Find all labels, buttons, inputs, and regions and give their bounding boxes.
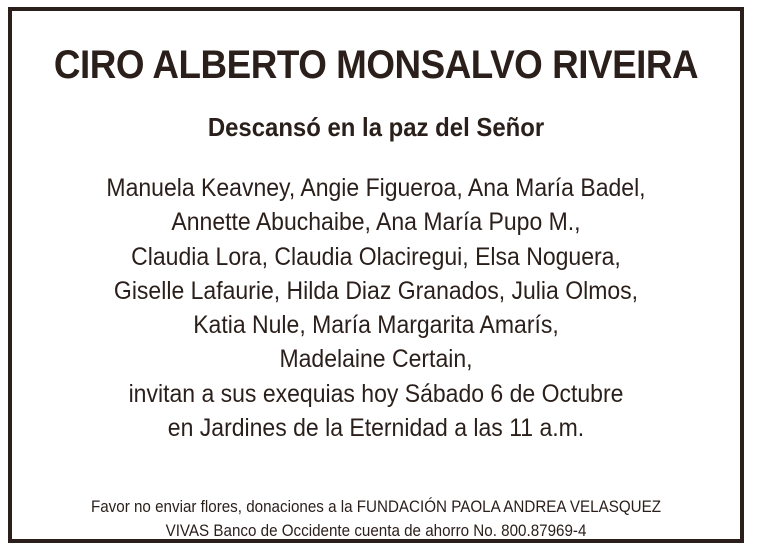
- body-line: invitan a sus exequias hoy Sábado 6 de Octubre: [128, 379, 624, 408]
- body-line: Annette Abuchaibe, Ana María Pupo M.,: [171, 208, 581, 237]
- notice-frame: [8, 7, 744, 543]
- body-line: Katia Nule, María Margarita Amarís,: [193, 311, 559, 340]
- notice-footer: [41, 495, 711, 543]
- body-line: Giselle Lafaurie, Hilda Diaz Granados, Julia Olmos,: [113, 276, 639, 305]
- body-line: Madelaine Certain,: [279, 345, 473, 374]
- body-line: Manuela Keavney, Angie Figueroa, Ana María Badel,: [106, 174, 646, 202]
- footer-line: VIVAS Banco de Occidente cuenta de ahorro No. 800.87969-4: [165, 522, 587, 540]
- notice-body: [41, 171, 711, 445]
- deceased-name: CIRO ALBERTO MONSALVO RIVEIRA: [53, 43, 699, 87]
- body-line: Claudia Lora, Claudia Olaciregui, Elsa Noguera,: [131, 242, 621, 271]
- notice-subtitle: Descansó en la paz del Señor: [207, 112, 545, 142]
- body-line: en Jardines de la Eternidad a las 11 a.m.: [167, 414, 585, 443]
- footer-line: Favor no enviar flores, donaciones a la FUNDACIÓN PAOLA ANDREA VELASQUEZ: [90, 498, 662, 516]
